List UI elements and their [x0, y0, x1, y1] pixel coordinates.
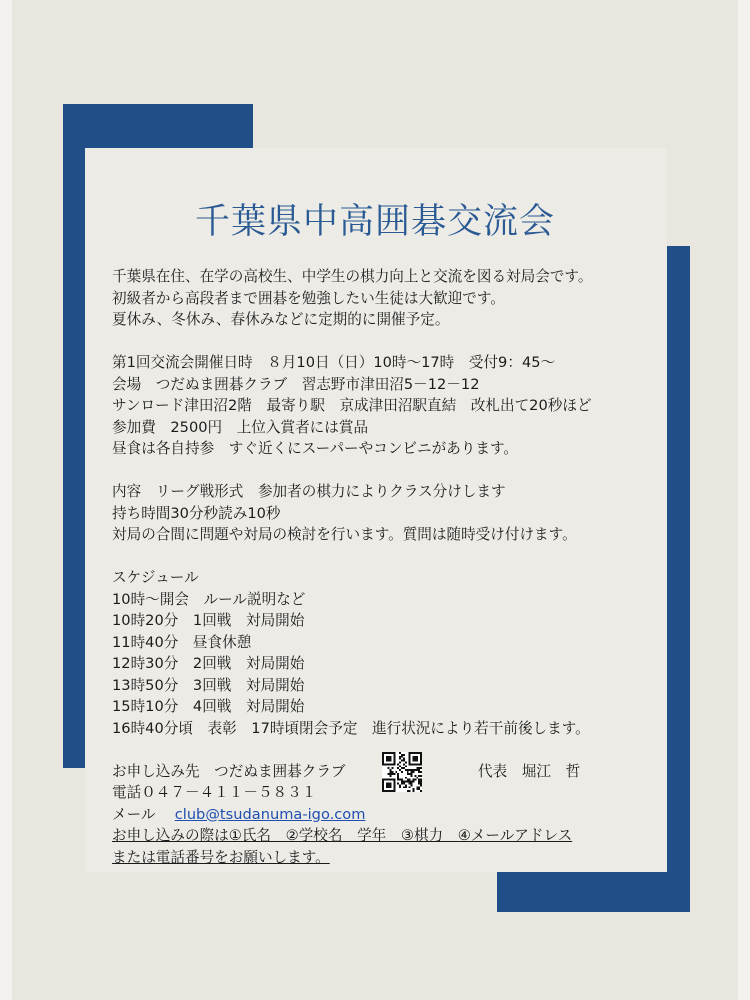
intro-line: 夏休み、冬休み、春休みなどに定期的に開催予定。 — [112, 311, 450, 328]
email-link[interactable]: club@tsudanuma-igo.com — [174, 805, 366, 823]
schedule-item: 16時40分頃 表彰 17時頃閉会予定 進行状況により若干前後します。 — [112, 719, 590, 737]
mail-label: メール — [112, 805, 171, 823]
event-venue-line: 会場 つだぬま囲碁クラブ 習志野市津田沼5－12－12 — [112, 375, 480, 393]
page-edge-right — [738, 0, 750, 1000]
schedule-item: 13時50分 3回戦 対局開始 — [112, 676, 305, 694]
spacer — [112, 331, 672, 353]
content-line: 内容 リーグ戦形式 参加者の棋力によりクラス分けします — [112, 483, 506, 500]
page-edge-left — [0, 0, 12, 1000]
event-date-line: 第1回交流会開催日時 ８月10日（日）10時〜17時 受付9：45〜 — [112, 354, 556, 371]
schedule-item: 10時20分 1回戦 対局開始 — [112, 612, 305, 629]
spacer — [112, 460, 672, 482]
flyer-title: 千葉県中高囲碁交流会 — [194, 202, 555, 242]
schedule-heading: スケジュール — [112, 569, 199, 586]
event-fee-line: 参加費 2500円 上位入賞者には賞品 — [112, 418, 369, 436]
event-access-line: サンロード津田沼2階 最寄り駅 京成津田沼駅直結 改札出て20秒ほど — [112, 397, 592, 414]
schedule-item: 15時10分 4回戦 対局開始 — [112, 698, 305, 715]
contact-mail-row — [112, 804, 672, 826]
intro-line: 初級者から高段者まで囲碁を勉強したい生徒は大歓迎です。 — [112, 289, 505, 307]
contact-representative: 代表 堀江 哲 — [478, 762, 581, 780]
event-lunch-line: 昼食は各自持参 すぐ近くにスーパーやコンビニがあります。 — [112, 440, 518, 457]
schedule-item: 11時40分 昼食休憩 — [112, 633, 252, 651]
intro-line: 千葉県在住、在学の高校生、中学生の棋力向上と交流を図る対局会です。 — [112, 268, 593, 285]
schedule-item: 10時〜開会 ルール説明など — [112, 590, 306, 608]
spacer — [112, 546, 672, 568]
application-note: または電話番号をお願いします。 — [112, 848, 330, 866]
contact-apply: お申し込み先 つだぬま囲碁クラブ — [112, 762, 346, 780]
contact-phone: 電話０４７－４１１－５８３１ — [112, 784, 317, 801]
content-line: 持ち時間30分秒読み10秒 — [112, 504, 281, 522]
schedule-item: 12時30分 2回戦 対局開始 — [112, 655, 305, 672]
qr-code-icon[interactable] — [382, 752, 422, 792]
content-line: 対局の合間に問題や対局の検討を行います。質問は随時受け付けます。 — [112, 526, 577, 543]
application-note: お申し込みの際は①氏名 ②学校名 学年 ③棋力 ④メールアドレス — [112, 827, 573, 844]
